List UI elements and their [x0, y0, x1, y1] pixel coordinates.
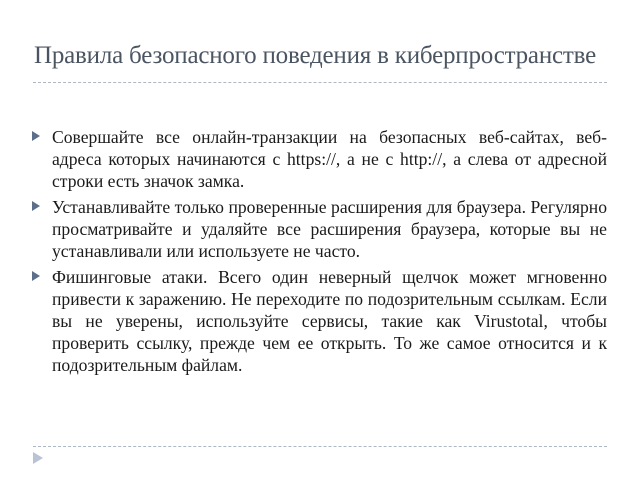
- footer-divider: [33, 446, 607, 447]
- title-divider: [33, 82, 607, 83]
- triangle-bullet-icon: [32, 131, 40, 141]
- triangle-bullet-icon: [32, 271, 40, 281]
- bullet-item-browser-extensions: [32, 196, 607, 262]
- slide-title: Правила безопасного поведения в киберпространстве: [34, 42, 596, 69]
- triangle-arrow-icon: [33, 452, 43, 464]
- bullet-item-secure-transactions: [32, 126, 607, 192]
- bullet-item-phishing: [32, 266, 607, 376]
- bullet-text: Устанавливайте только проверенные расширения для браузера. Регулярно просматривайте и удаляйте все расширения браузера, которые вы не устанавливали или используете не часто.: [52, 197, 607, 261]
- bullet-text: Фишинговые атаки. Всего один неверный щелчок может мгновенно привести к заражению. Не переходите по подозрительным ссылкам. Если вы не уверены, используйте сервисы, такие как Virustotal, чтобы проверить ссылку, прежде чем ее открыть. То же самое относится и к подозрительным файлам.: [52, 267, 607, 375]
- triangle-bullet-icon: [32, 201, 40, 211]
- bullet-text: Совершайте все онлайн-транзакции на безопасных веб-сайтах, веб-адреса которых начинаются с https://, а не с http://, а слева от адресной строки есть значок замка.: [52, 127, 607, 191]
- bullet-list: [32, 126, 607, 380]
